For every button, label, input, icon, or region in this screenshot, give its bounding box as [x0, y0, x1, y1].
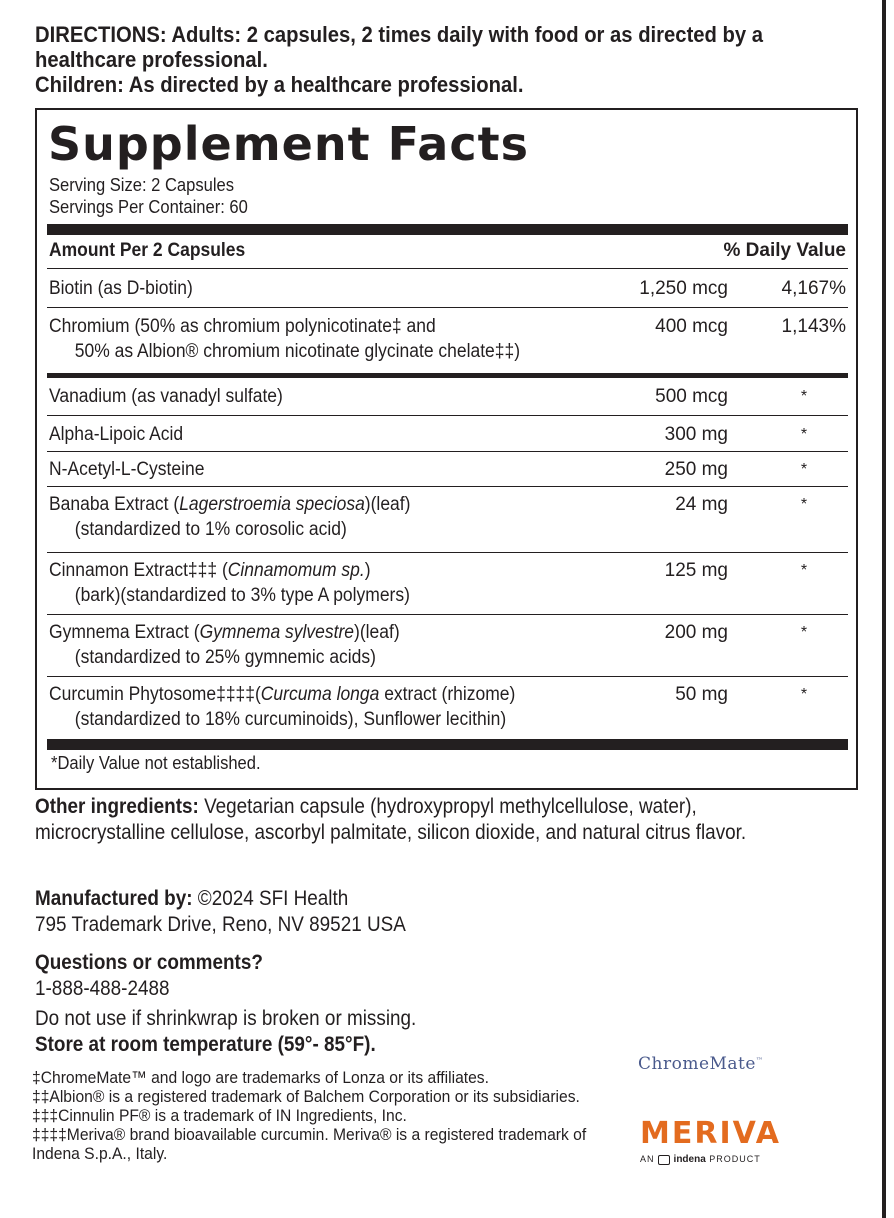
nutrient-amount: 1,250 mcg — [639, 278, 728, 299]
phone-number: 1-888-488-2488 — [35, 977, 170, 1000]
thick-divider — [47, 739, 848, 750]
nutrient-name: Gymnema Extract (Gymnema sylvestre)(leaf) (standardized to 25% gymnemic acids) — [49, 622, 400, 668]
dv-footnote: *Daily Value not established. — [51, 753, 261, 773]
nutrient-dv: * — [800, 461, 808, 478]
thick-divider — [47, 224, 848, 235]
manufacturer-address: 795 Trademark Drive, Reno, NV 89521 USA — [35, 913, 406, 936]
other-ingredients-label: Other ingredients: — [35, 795, 199, 818]
divider — [47, 486, 848, 487]
nutrient-name: Alpha-Lipoic Acid — [49, 424, 184, 445]
divider — [47, 451, 848, 452]
nutrient-dv: * — [800, 426, 808, 443]
other-ingredients-text: Vegetarian capsule (hydroxypropyl methylcellulose, water), microcrystalline cellulose, ascorbyl palmitate, silicon dioxide, and natural citrus flavor. — [35, 795, 747, 844]
nutrient-dv: 1,143% — [781, 316, 846, 337]
nutrient-dv: * — [800, 496, 808, 513]
divider — [47, 552, 848, 553]
nutrient-name: Banaba Extract (Lagerstroemia speciosa)(leaf) (standardized to 1% corosolic acid) — [49, 494, 411, 540]
trademark-note: ‡‡Albion® is a registered trademark of Balchem Corporation or its subsidiaries. — [32, 1087, 580, 1106]
nutrient-dv: * — [800, 562, 808, 579]
trademark-note: ‡‡‡‡Meriva® brand bioavailable curcumin. Meriva® is a registered trademark of Indena S.p.A., Italy. — [32, 1125, 587, 1163]
servings-per-container: Servings Per Container: 60 — [49, 197, 248, 217]
nutrient-dv: * — [800, 624, 808, 641]
meriva-logo — [640, 1118, 786, 1165]
medium-divider — [47, 373, 848, 378]
questions — [35, 950, 416, 1058]
nutrient-amount: 200 mg — [664, 622, 728, 643]
directions-adults: DIRECTIONS: Adults: 2 capsules, 2 times daily with food or as directed by a healthcare professional. — [35, 22, 764, 72]
serving-size: Serving Size: 2 Capsules — [49, 175, 235, 195]
nutrient-dv: * — [800, 388, 808, 405]
serving-info — [49, 174, 248, 218]
nutrient-amount: 125 mg — [664, 560, 728, 581]
manufacturer — [35, 886, 406, 938]
nutrient-name: Curcumin Phytosome‡‡‡‡(Curcuma longa extract (rhizome) (standardized to 18% curcuminoids), Sunflower lecithin) — [49, 684, 516, 730]
indena-tagline: AN indena PRODUCT — [640, 1154, 761, 1165]
nutrient-amount: 400 mcg — [655, 316, 728, 337]
divider — [47, 614, 848, 615]
nutrient-name: Biotin (as D-biotin) — [49, 278, 193, 299]
chromemate-logo: ChromeMate™ — [638, 1054, 764, 1074]
other-ingredients — [35, 794, 809, 846]
nutrient-amount: 300 mg — [664, 424, 728, 445]
questions-label: Questions or comments? — [35, 951, 263, 974]
nutrient-amount: 24 mg — [675, 494, 728, 515]
nutrient-name: Vanadium (as vanadyl sulfate) — [49, 386, 283, 407]
nutrient-name: Chromium (50% as chromium polynicotinate‡ and 50% as Albion® chromium nicotinate glycinate chelate‡‡) — [49, 316, 521, 362]
meriva-wordmark: MERIVA — [640, 1116, 782, 1151]
supplement-facts-panel — [35, 108, 858, 790]
directions-children: Children: As directed by a healthcare professional. — [35, 72, 524, 97]
nutrient-amount: 50 mg — [675, 684, 728, 705]
facts-title: Supplement Facts — [48, 117, 529, 171]
divider — [47, 307, 848, 308]
nutrient-name: Cinnamon Extract‡‡‡ (Cinnamomum sp.) (bark)(standardized to 3% type A polymers) — [49, 560, 410, 606]
nutrient-dv: * — [800, 686, 808, 703]
leaf-icon — [658, 1155, 670, 1165]
storage-instructions: Store at room temperature (59°- 85°F). — [35, 1033, 376, 1056]
divider — [47, 268, 848, 269]
manufacturer-name: ©2024 SFI Health — [192, 887, 349, 910]
table-header — [47, 237, 848, 267]
dv-header: % Daily Value — [723, 240, 846, 261]
trademark-notes — [32, 1068, 621, 1163]
shrinkwrap-warning: Do not use if shrinkwrap is broken or missing. — [35, 1007, 417, 1030]
nutrient-name: N-Acetyl-L-Cysteine — [49, 459, 205, 480]
divider — [47, 676, 848, 677]
nutrient-amount: 250 mg — [664, 459, 728, 480]
divider — [47, 415, 848, 416]
nutrient-amount: 500 mcg — [655, 386, 728, 407]
manufacturer-label: Manufactured by: — [35, 887, 193, 910]
trademark-note: ‡ChromeMate™ and logo are trademarks of Lonza or its affiliates. — [32, 1068, 489, 1087]
amount-header: Amount Per 2 Capsules — [49, 240, 246, 261]
nutrient-dv: 4,167% — [781, 278, 846, 299]
directions — [35, 22, 808, 97]
trademark-note: ‡‡‡Cinnulin PF® is a trademark of IN Ingredients, Inc. — [32, 1106, 407, 1125]
